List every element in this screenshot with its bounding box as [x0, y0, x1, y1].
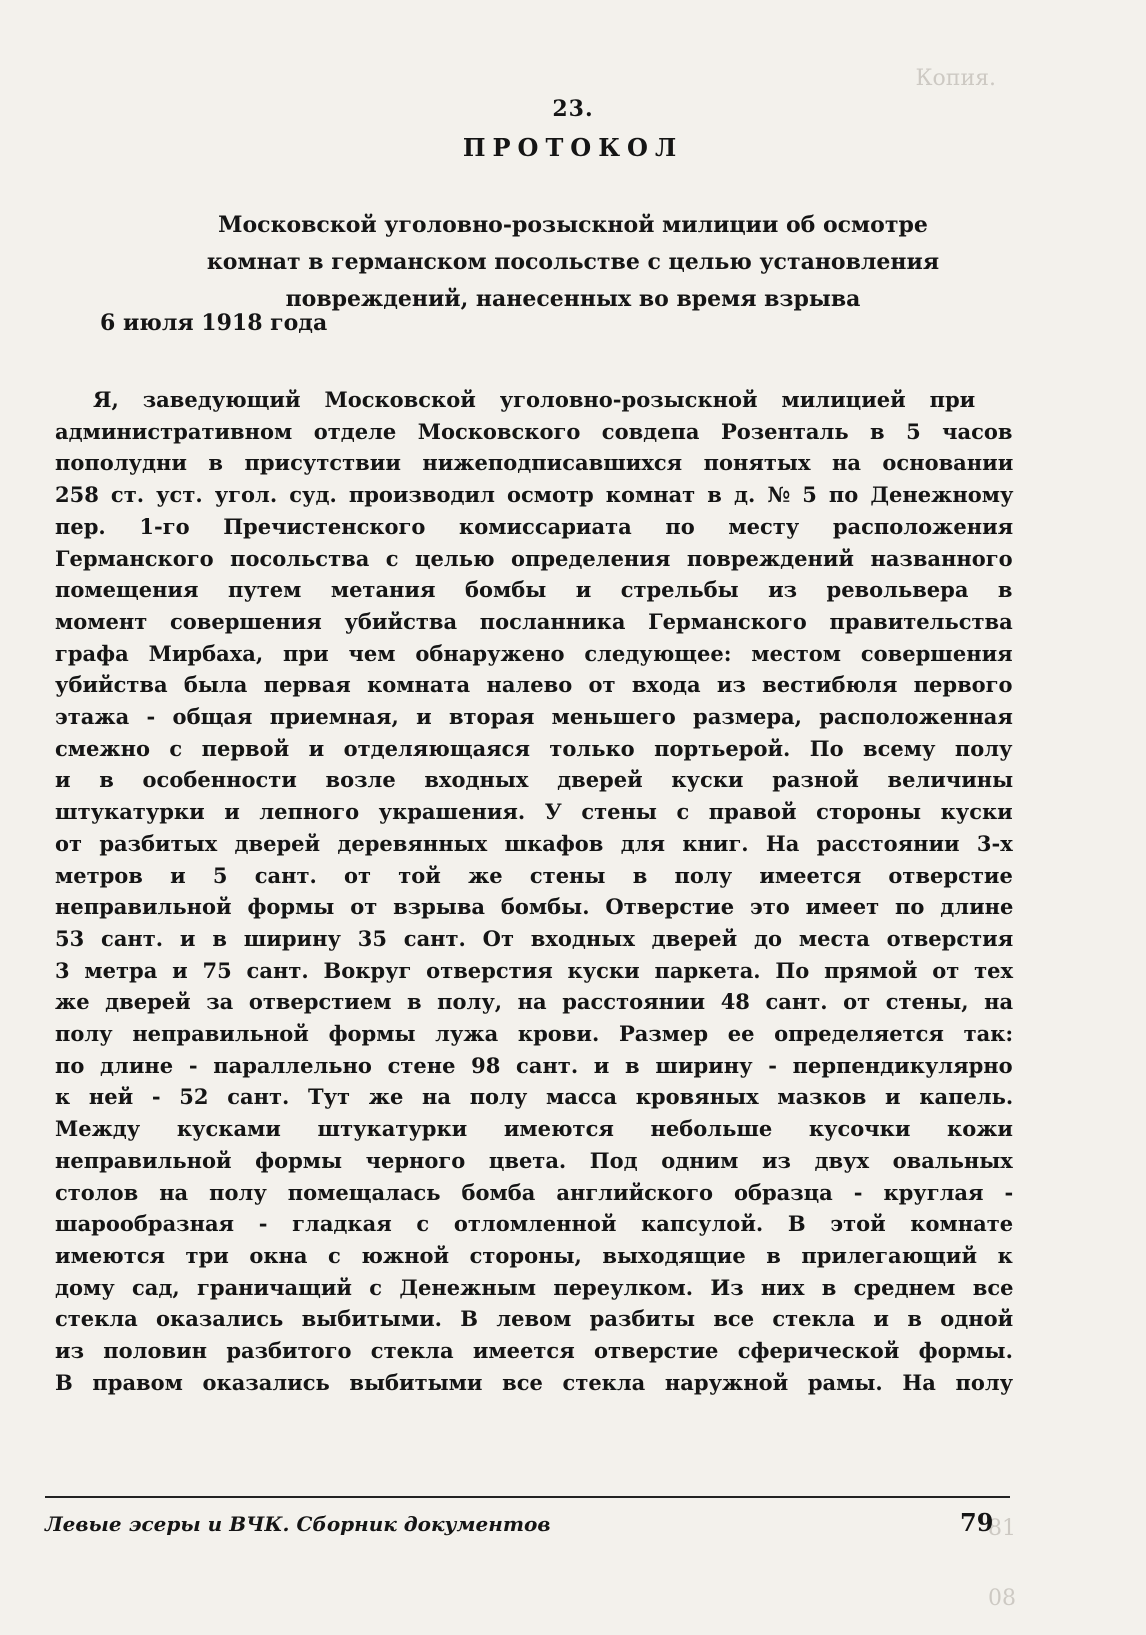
subtitle-line: повреждений, нанесенных во время взрыва [285, 286, 861, 312]
body-line: смежно с первой и отделяющаяся только портьерой. По всему полу [55, 735, 1013, 761]
body-line: по длине - параллельно стене 98 сант. и в ширину - перпендикулярно [55, 1052, 1013, 1078]
body-line: Между кусками штукатурки имеются небольше кусочки кожи [55, 1116, 1014, 1142]
body-line: административном отделе Московского совдепа Розенталь в 5 часов [55, 418, 1013, 444]
document-number: 23. [552, 96, 594, 122]
bleed-through-copy-label: Копия. [915, 66, 996, 91]
body-line: полу неправильной формы лужа крови. Размер ее определяется так: [55, 1021, 1014, 1047]
body-line: убийства была первая комната налево от входа из вестибюля первого [55, 672, 1013, 698]
body-line: пополудни в присутствии нижеподписавшихся понятых на основании [55, 450, 1014, 476]
bleed-through-page-number-mirrored: 08 [988, 1586, 1016, 1611]
body-line: 53 сант. и в ширину 35 сант. От входных дверей до места отверстия [55, 925, 1014, 951]
footer-page-number: 79 [960, 1508, 994, 1537]
body-line: пер. 1-го Пречистенского комиссариата по месту расположения [55, 513, 1014, 539]
document-body [55, 384, 1013, 1399]
body-line: шарообразная - гладкая с отломленной капсулой. В этой комнате [55, 1211, 1014, 1237]
body-line: Я, заведующий Московской уголовно-розыскной милицией при [93, 387, 976, 412]
footer-book-title: Левые эсеры и ВЧК. Сборник документов [45, 1512, 551, 1536]
body-line: 3 метра и 75 сант. Вокруг отверстия куски паркета. По прямой от тех [55, 957, 1013, 983]
footer-divider [45, 1496, 1010, 1498]
subtitle-line: комнат в германском посольстве с целью установления [206, 249, 940, 275]
document-date: 6 июля 1918 года [100, 310, 328, 336]
body-line: этажа - общая приемная, и вторая меньшего размера, расположенная [55, 704, 1013, 730]
bleed-through-page-number: 81 [988, 1516, 1016, 1541]
body-line: столов на полу помещалась бомба английского образца - круглая - [55, 1179, 1014, 1205]
body-line: неправильной формы черного цвета. Под одним из двух овальных [55, 1147, 1013, 1173]
body-line: дому сад, граничащий с Денежным переулком. Из них в среднем все [55, 1274, 1014, 1300]
subtitle-line: Московской уголовно-розыскной милиции об осмотре [218, 212, 928, 238]
document-title: ПРОТОКОЛ [462, 133, 684, 162]
body-line: В правом оказались выбитыми все стекла наружной рамы. На полу [55, 1369, 1014, 1395]
body-line: графа Мирбаха, при чем обнаружено следующее: местом совершения [55, 640, 1013, 666]
body-line: штукатурки и лепного украшения. У стены с правой стороны куски [55, 799, 1013, 825]
body-line: от разбитых дверей деревянных шкафов для книг. На расстоянии 3-х [55, 830, 1013, 856]
body-line: помещения путем метания бомбы и стрельбы из револьвера в [55, 577, 1013, 603]
body-line: Германского посольства с целью определения повреждений названного [55, 545, 1013, 571]
body-line: неправильной формы от взрыва бомбы. Отверстие это имеет по длине [55, 894, 1014, 920]
body-line: к ней - 52 сант. Тут же на полу масса кровяных мазков и капель. [55, 1084, 1014, 1110]
body-line: 258 ст. уст. угол. суд. производил осмотр комнат в д. № 5 по Денежному [55, 482, 1014, 508]
body-line: стекла оказались выбитыми. В левом разбиты все стекла и в одной [55, 1306, 1014, 1332]
body-line: метров и 5 сант. от той же стены в полу имеется отверстие [55, 862, 1013, 888]
body-line: и в особенности возле входных дверей куски разной величины [55, 767, 1014, 793]
body-line: из половин разбитого стекла имеется отверстие сферической формы. [55, 1338, 1013, 1364]
document-subtitle [140, 207, 1006, 318]
body-line: же дверей за отверстием в полу, на расстоянии 48 сант. от стены, на [55, 989, 1014, 1015]
body-line: имеются три окна с южной стороны, выходящие в прилегающий к [55, 1242, 1013, 1268]
body-line: момент совершения убийства посланника Германского правительства [55, 608, 1013, 634]
